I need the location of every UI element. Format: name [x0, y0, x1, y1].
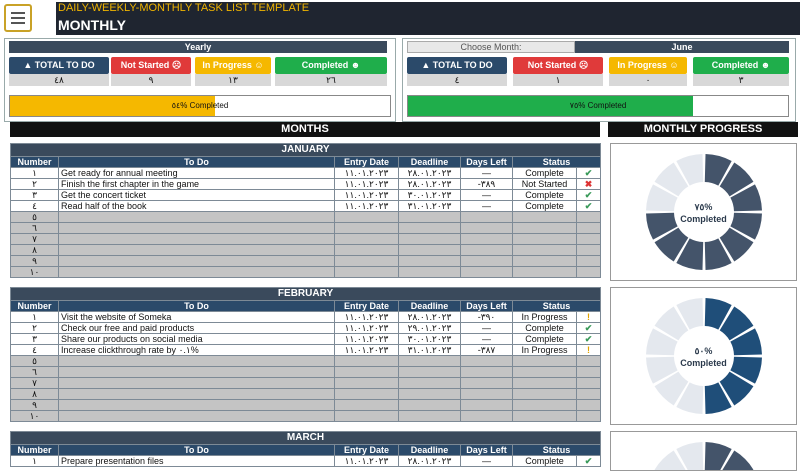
row-todo[interactable]: Visit the website of Someka: [59, 312, 335, 323]
row-deadline[interactable]: ٢٨.٠١.٢٠٢٣: [399, 179, 461, 190]
row-status[interactable]: [513, 411, 577, 422]
table-row[interactable]: [11, 356, 601, 367]
table-row[interactable]: [11, 312, 601, 323]
row-entry-date[interactable]: ١١.٠١.٢٠٢٣: [335, 190, 399, 201]
row-status[interactable]: Complete: [513, 168, 577, 179]
status-icon-cell: [577, 212, 601, 223]
row-todo[interactable]: Get ready for annual meeting: [59, 168, 335, 179]
donut-percent-label: ٧٥%: [694, 202, 713, 212]
row-entry-date[interactable]: [335, 411, 399, 422]
row-todo[interactable]: Get the concert ticket: [59, 190, 335, 201]
row-entry-date[interactable]: [335, 245, 399, 256]
row-entry-date[interactable]: ١١.٠١.٢٠٢٣: [335, 179, 399, 190]
yearly-total-todo-chip: ▲ TOTAL TO DO: [9, 57, 109, 74]
column-header-entry-date: Entry Date: [335, 157, 399, 168]
sad-face-icon: ☹: [578, 60, 589, 70]
yearly-not-started-chip: Not Started ☹: [111, 57, 191, 74]
table-row[interactable]: [11, 456, 601, 467]
row-days-left: —: [461, 323, 513, 334]
row-status[interactable]: [513, 400, 577, 411]
row-deadline[interactable]: [399, 256, 461, 267]
row-entry-date[interactable]: [335, 356, 399, 367]
check-icon: ✔: [577, 334, 601, 345]
yearly-total-value: ٤٨: [9, 74, 109, 86]
donut-completed-label: Completed: [680, 214, 727, 224]
row-status[interactable]: [513, 267, 577, 278]
status-icon-cell: [577, 234, 601, 245]
donut-card-march: [610, 431, 797, 471]
row-days-left: [461, 212, 513, 223]
column-header-number: Number: [11, 301, 59, 312]
app-header: [0, 0, 800, 35]
table-row[interactable]: [11, 345, 601, 356]
row-number: ١: [11, 168, 59, 179]
row-status[interactable]: [513, 245, 577, 256]
table-row[interactable]: [11, 212, 601, 223]
row-entry-date[interactable]: [335, 212, 399, 223]
row-entry-date[interactable]: [335, 223, 399, 234]
check-icon: ✔: [577, 168, 601, 179]
status-icon-cell: [577, 367, 601, 378]
row-status[interactable]: Complete: [513, 201, 577, 212]
template-title: DAILY-WEEKLY-MONTHLY TASK LIST TEMPLATE: [56, 2, 800, 15]
table-row[interactable]: [11, 223, 601, 234]
column-header-entry-date: Entry Date: [335, 445, 399, 456]
row-number: ٨: [11, 245, 59, 256]
row-days-left: [461, 356, 513, 367]
row-status[interactable]: [513, 256, 577, 267]
status-icon-cell: [577, 356, 601, 367]
monthly-total-value: ٤: [407, 74, 507, 86]
row-days-left: -٣٨٧: [461, 345, 513, 356]
monthly-progress-bar: [407, 95, 789, 117]
month-name: FEBRUARY: [11, 288, 601, 301]
monthly-progress-label: ٧٥% Completed: [569, 101, 627, 110]
happy-face-icon: ☻: [760, 60, 771, 70]
column-header-status: Status: [513, 157, 601, 168]
row-todo[interactable]: [59, 356, 335, 367]
row-todo[interactable]: [59, 256, 335, 267]
row-number: ١: [11, 456, 59, 467]
page-title: MONTHLY: [56, 15, 800, 35]
progress-donut-chart: [611, 432, 797, 471]
row-deadline[interactable]: [399, 411, 461, 422]
triangle-icon: ▲: [421, 60, 433, 70]
row-todo[interactable]: [59, 212, 335, 223]
row-days-left: —: [461, 456, 513, 467]
row-number: ٩: [11, 256, 59, 267]
row-days-left: [461, 267, 513, 278]
check-icon: ✔: [577, 190, 601, 201]
row-deadline[interactable]: ٣١.٠١.٢٠٢٣: [399, 345, 461, 356]
row-todo[interactable]: Share our products on social media: [59, 334, 335, 345]
month-name: MARCH: [11, 432, 601, 445]
status-icon-cell: [577, 267, 601, 278]
month-table: [10, 287, 601, 422]
row-status[interactable]: [513, 356, 577, 367]
column-header-days-left: Days Left: [461, 157, 513, 168]
row-todo[interactable]: [59, 411, 335, 422]
row-status[interactable]: [513, 234, 577, 245]
yearly-panel: [4, 38, 396, 122]
row-deadline[interactable]: [399, 389, 461, 400]
row-number: ١٠: [11, 267, 59, 278]
status-icon-cell: [577, 400, 601, 411]
column-header-row: [11, 301, 601, 312]
row-status[interactable]: [513, 367, 577, 378]
donut-percent-label: ٥٠%: [694, 346, 713, 356]
month-header-row: [11, 288, 601, 301]
row-status[interactable]: [513, 212, 577, 223]
month-header-row: [11, 432, 601, 445]
row-days-left: [461, 389, 513, 400]
row-days-left: -٣٩٠: [461, 312, 513, 323]
table-row[interactable]: [11, 334, 601, 345]
table-row[interactable]: [11, 389, 601, 400]
row-days-left: [461, 245, 513, 256]
table-row[interactable]: [11, 190, 601, 201]
table-row[interactable]: [11, 179, 601, 190]
row-entry-date[interactable]: [335, 389, 399, 400]
row-entry-date[interactable]: ١١.٠١.٢٠٢٣: [335, 168, 399, 179]
row-days-left: —: [461, 334, 513, 345]
row-deadline[interactable]: [399, 234, 461, 245]
row-todo[interactable]: Prepare presentation files: [59, 456, 335, 467]
sad-face-icon: ☹: [171, 60, 182, 70]
column-header-to-do: To Do: [59, 445, 335, 456]
row-number: ٦: [11, 223, 59, 234]
neutral-face-icon: ☺: [669, 60, 679, 70]
donut-card-january: [610, 143, 797, 281]
row-number: ١٠: [11, 411, 59, 422]
month-block-march: [10, 431, 600, 467]
row-number: ٧: [11, 234, 59, 245]
row-deadline[interactable]: [399, 267, 461, 278]
row-todo[interactable]: Increase clickthrough rate by ٠.١%: [59, 345, 335, 356]
row-number: ٢: [11, 323, 59, 334]
yearly-in-progress-chip: In Progress ☺: [195, 57, 271, 74]
status-icon-cell: [577, 256, 601, 267]
row-deadline[interactable]: ٢٩.٠١.٢٠٢٣: [399, 323, 461, 334]
row-days-left: [461, 378, 513, 389]
row-days-left: [461, 234, 513, 245]
row-todo[interactable]: [59, 223, 335, 234]
status-icon-cell: [577, 378, 601, 389]
column-header-number: Number: [11, 157, 59, 168]
table-row[interactable]: [11, 378, 601, 389]
row-todo[interactable]: [59, 245, 335, 256]
row-todo[interactable]: Finish the first chapter in the game: [59, 179, 335, 190]
status-icon-cell: [577, 389, 601, 400]
donut-card-february: [610, 287, 797, 425]
row-entry-date[interactable]: [335, 400, 399, 411]
row-entry-date[interactable]: [335, 256, 399, 267]
row-days-left: -٣٨٩: [461, 179, 513, 190]
row-number: ٥: [11, 212, 59, 223]
column-header-number: Number: [11, 445, 59, 456]
row-deadline[interactable]: [399, 367, 461, 378]
status-icon-cell: [577, 223, 601, 234]
table-row[interactable]: [11, 411, 601, 422]
row-status[interactable]: [513, 378, 577, 389]
monthly-not-started-value: ١: [513, 74, 603, 86]
row-entry-date[interactable]: [335, 378, 399, 389]
row-number: ٩: [11, 400, 59, 411]
table-row[interactable]: [11, 168, 601, 179]
column-header-entry-date: Entry Date: [335, 301, 399, 312]
monthly-progress-section-title: MONTHLY PROGRESS: [608, 122, 798, 137]
status-icon-cell: [577, 411, 601, 422]
yearly-progress-bar: [9, 95, 391, 117]
row-entry-date[interactable]: ١١.٠١.٢٠٢٣: [335, 345, 399, 356]
yearly-not-started-value: ٩: [111, 74, 191, 86]
x-icon: ✖: [577, 179, 601, 190]
yearly-in-progress-value: ١٣: [195, 74, 271, 86]
column-header-to-do: To Do: [59, 301, 335, 312]
month-table: [10, 431, 601, 467]
monthly-total-todo-chip: ▲ TOTAL TO DO: [407, 57, 507, 74]
column-header-status: Status: [513, 301, 601, 312]
row-number: ٤: [11, 201, 59, 212]
happy-face-icon: ☻: [350, 60, 361, 70]
table-row[interactable]: [11, 256, 601, 267]
column-header-deadline: Deadline: [399, 301, 461, 312]
row-todo[interactable]: Check our free and paid products: [59, 323, 335, 334]
row-deadline[interactable]: ٢٨.٠١.٢٠٢٣: [399, 456, 461, 467]
yearly-completed-value: ٢٦: [275, 74, 387, 86]
month-select[interactable]: June: [575, 41, 789, 53]
row-entry-date[interactable]: ١١.٠١.٢٠٢٣: [335, 201, 399, 212]
row-status[interactable]: In Progress: [513, 345, 577, 356]
table-row[interactable]: [11, 201, 601, 212]
donut-completed-label: Completed: [680, 358, 727, 368]
column-header-days-left: Days Left: [461, 301, 513, 312]
table-row[interactable]: [11, 400, 601, 411]
row-number: ٣: [11, 334, 59, 345]
row-status[interactable]: Complete: [513, 456, 577, 467]
row-days-left: [461, 223, 513, 234]
neutral-face-icon: ☺: [254, 60, 264, 70]
row-todo[interactable]: [59, 367, 335, 378]
row-todo[interactable]: [59, 378, 335, 389]
row-entry-date[interactable]: [335, 367, 399, 378]
row-status[interactable]: Complete: [513, 323, 577, 334]
column-header-status: Status: [513, 445, 601, 456]
row-deadline[interactable]: ٣٠.٠١.٢٠٢٣: [399, 334, 461, 345]
monthly-in-progress-chip: In Progress ☺: [609, 57, 687, 74]
table-row[interactable]: [11, 267, 601, 278]
row-number: ٥: [11, 356, 59, 367]
row-deadline[interactable]: [399, 356, 461, 367]
row-status[interactable]: Complete: [513, 190, 577, 201]
row-status[interactable]: Complete: [513, 334, 577, 345]
row-number: ٤: [11, 345, 59, 356]
row-entry-date[interactable]: ١١.٠١.٢٠٢٣: [335, 323, 399, 334]
month-block-february: [10, 287, 600, 422]
row-deadline[interactable]: [399, 400, 461, 411]
column-header-days-left: Days Left: [461, 445, 513, 456]
table-row[interactable]: [11, 234, 601, 245]
row-days-left: —: [461, 168, 513, 179]
monthly-completed-chip: Completed ☻: [693, 57, 789, 74]
exclamation-icon: !: [577, 345, 601, 356]
row-number: ٨: [11, 389, 59, 400]
month-block-january: [10, 143, 600, 278]
column-header-row: [11, 157, 601, 168]
months-section-title: MONTHS: [10, 122, 600, 137]
row-number: ٧: [11, 378, 59, 389]
check-icon: ✔: [577, 456, 601, 467]
monthly-panel: [402, 38, 796, 122]
row-days-left: [461, 256, 513, 267]
row-deadline[interactable]: ٣٠.٠١.٢٠٢٣: [399, 190, 461, 201]
monthly-not-started-chip: Not Started ☹: [513, 57, 603, 74]
row-entry-date[interactable]: [335, 267, 399, 278]
choose-month-label: Choose Month:: [407, 41, 575, 53]
month-table: [10, 143, 601, 278]
row-deadline[interactable]: ٢٨.٠١.٢٠٢٣: [399, 168, 461, 179]
row-deadline[interactable]: [399, 212, 461, 223]
row-days-left: [461, 367, 513, 378]
row-days-left: —: [461, 190, 513, 201]
column-header-deadline: Deadline: [399, 157, 461, 168]
column-header-deadline: Deadline: [399, 445, 461, 456]
row-entry-date[interactable]: ١١.٠١.٢٠٢٣: [335, 312, 399, 323]
row-todo[interactable]: [59, 234, 335, 245]
check-icon: ✔: [577, 323, 601, 334]
row-deadline[interactable]: ٣١.٠١.٢٠٢٣: [399, 201, 461, 212]
row-entry-date[interactable]: ١١.٠١.٢٠٢٣: [335, 334, 399, 345]
row-entry-date[interactable]: [335, 234, 399, 245]
checklist-logo-icon: [4, 4, 32, 32]
row-days-left: [461, 400, 513, 411]
row-status[interactable]: In Progress: [513, 312, 577, 323]
status-icon-cell: [577, 245, 601, 256]
row-deadline[interactable]: [399, 378, 461, 389]
monthly-in-progress-value: ٠: [609, 74, 687, 86]
row-todo[interactable]: [59, 267, 335, 278]
table-row[interactable]: [11, 367, 601, 378]
triangle-icon: ▲: [23, 60, 35, 70]
row-days-left: [461, 411, 513, 422]
row-number: ٦: [11, 367, 59, 378]
row-number: ٣: [11, 190, 59, 201]
row-deadline[interactable]: [399, 223, 461, 234]
row-deadline[interactable]: ٢٨.٠١.٢٠٢٣: [399, 312, 461, 323]
row-entry-date[interactable]: ١١.٠١.٢٠٢٣: [335, 456, 399, 467]
yearly-progress-label: ٥٤% Completed: [171, 101, 229, 110]
row-number: ٢: [11, 179, 59, 190]
table-row[interactable]: [11, 245, 601, 256]
row-deadline[interactable]: [399, 245, 461, 256]
row-days-left: —: [461, 201, 513, 212]
row-todo[interactable]: [59, 400, 335, 411]
month-header-row: [11, 144, 601, 157]
exclamation-icon: !: [577, 312, 601, 323]
row-todo[interactable]: Read half of the book: [59, 201, 335, 212]
table-row[interactable]: [11, 323, 601, 334]
yearly-completed-chip: Completed ☻: [275, 57, 387, 74]
row-number: ١: [11, 312, 59, 323]
row-status[interactable]: [513, 223, 577, 234]
month-name: JANUARY: [11, 144, 601, 157]
column-header-to-do: To Do: [59, 157, 335, 168]
column-header-row: [11, 445, 601, 456]
yearly-title: Yearly: [9, 41, 387, 53]
monthly-completed-value: ٣: [693, 74, 789, 86]
row-status[interactable]: [513, 389, 577, 400]
row-todo[interactable]: [59, 389, 335, 400]
check-icon: ✔: [577, 201, 601, 212]
row-status[interactable]: Not Started: [513, 179, 577, 190]
